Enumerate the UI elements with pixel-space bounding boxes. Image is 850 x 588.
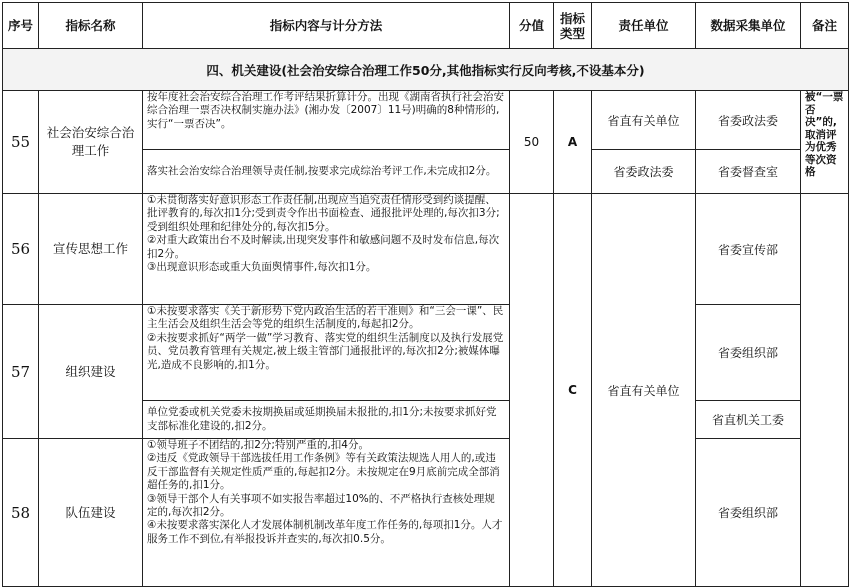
row-56-item-1: ①未贯彻落实好意识形态工作责任制,出现应当追究责任情形受到约谈提醒、批评教育的,每次扣1分;受到责令作出书面检查、通报批评处理的,每次扣3分;受到组织处理和纪律处分的,每次扣5分。 <box>147 194 500 233</box>
row-55-resp-a: 省直有关单位 <box>592 91 696 150</box>
row-58-content <box>143 439 510 587</box>
row-58-no: 58 <box>3 439 39 587</box>
table-row-58 <box>3 439 849 587</box>
table-row-57a <box>3 305 849 401</box>
table-row-56 <box>3 194 849 305</box>
row-57-content-a <box>143 305 510 401</box>
row-57-collect-a: 省委组织部 <box>696 305 801 401</box>
table-row-55a <box>3 91 849 150</box>
row-56-item-3: ③出现意识形态或重大负面舆情事件,每次扣1分。 <box>147 261 377 274</box>
row-57-item-1: ①未按要求落实《关于新形势下党内政治生活的若干准则》和“三会一课”、民主生活会及组织生活会等党的组织生活制度的,每起扣2分。 <box>147 305 504 331</box>
header-no: 序号 <box>3 3 39 49</box>
row-57-collect-b: 省直机关工委 <box>696 401 801 439</box>
section-row <box>3 49 849 91</box>
row-58-name: 队伍建设 <box>39 439 143 587</box>
row-58-item-1: ①领导班子不团结的,扣2分;特别严重的,扣4分。 <box>147 439 369 451</box>
row-56-collect: 省委宣传部 <box>696 194 801 305</box>
row-55-type: A <box>554 91 592 194</box>
assessment-table <box>2 2 849 587</box>
row-55-collect-a: 省委政法委 <box>696 91 801 150</box>
row-57-item-2: ②未按要求抓好“两学一做”学习教育、落实党的组织生活制度以及执行发展党员、党员教育管理有关规定,被上级主管部门通报批评的,每次扣2分;被媒体曝光,造成不良影响的,扣1分。 <box>147 331 504 371</box>
row-56-content <box>143 194 510 305</box>
row-55-score: 50 <box>510 91 554 194</box>
row-55-remark: 被“一票否决”的,取消评为优秀等次资格 <box>801 91 849 194</box>
row-56-no: 56 <box>3 194 39 305</box>
shared-remark-empty <box>801 194 849 587</box>
row-55-name: 社会治安综合治理工作 <box>39 91 143 194</box>
row-55-collect-b: 省委督查室 <box>696 150 801 194</box>
row-58-item-3: ③领导干部个人有关事项不如实报告率超过10%的、不严格执行查核处理规定的,每次扣2分。 <box>147 492 495 519</box>
row-55-content-a: 按年度社会治安综合治理工作考评结果折算计分。出现《湖南省执行社会治安综合治理一票否决权制实施办法》(湘办发〔2007〕11号)明确的8种情形的,实行“一票否决”。 <box>143 91 510 150</box>
header-collect: 数据采集单位 <box>696 3 801 49</box>
header-content: 指标内容与计分方法 <box>143 3 510 49</box>
header-score: 分值 <box>510 3 554 49</box>
shared-resp: 省直有关单位 <box>592 194 696 587</box>
row-57-no: 57 <box>3 305 39 439</box>
shared-score-empty <box>510 194 554 587</box>
row-57-content-b: 单位党委或机关党委未按期换届或延期换届未报批的,扣1分;未按要求抓好党支部标准化建设的,扣2分。 <box>143 401 510 439</box>
row-58-item-4: ④未按要求落实深化人才发展体制机制改革年度工作任务的,每项扣1分。人才服务工作不到位,有举报投诉并查实的,每次扣0.5分。 <box>147 519 503 545</box>
row-56-item-2: ②对重大政策出台不及时解读,出现突发事件和敏感问题不及时发布信息,每次扣2分。 <box>147 234 500 260</box>
row-58-item-2: ②违反《党政领导干部选拔任用工作条例》等有关政策法规选人用人的,或违反干部监督有关规定性质严重的,每起扣2分。未按规定在9月底前完成全部消超任务的,扣1分。 <box>147 452 500 492</box>
row-56-name: 宣传思想工作 <box>39 194 143 305</box>
header-row <box>3 3 849 49</box>
row-58-collect: 省委组织部 <box>696 439 801 587</box>
header-remark: 备注 <box>801 3 849 49</box>
row-55-no: 55 <box>3 91 39 194</box>
header-type: 指标类型 <box>554 3 592 49</box>
section-title: 四、机关建设(社会治安综合治理工作50分,其他指标实行反向考核,不设基本分) <box>3 49 849 91</box>
row-55-content-b: 落实社会治安综合治理领导责任制,按要求完成综治考评工作,未完成扣2分。 <box>143 150 510 194</box>
header-resp: 责任单位 <box>592 3 696 49</box>
row-55-resp-b: 省委政法委 <box>592 150 696 194</box>
shared-type: C <box>554 194 592 587</box>
row-57-name: 组织建设 <box>39 305 143 439</box>
header-name: 指标名称 <box>39 3 143 49</box>
